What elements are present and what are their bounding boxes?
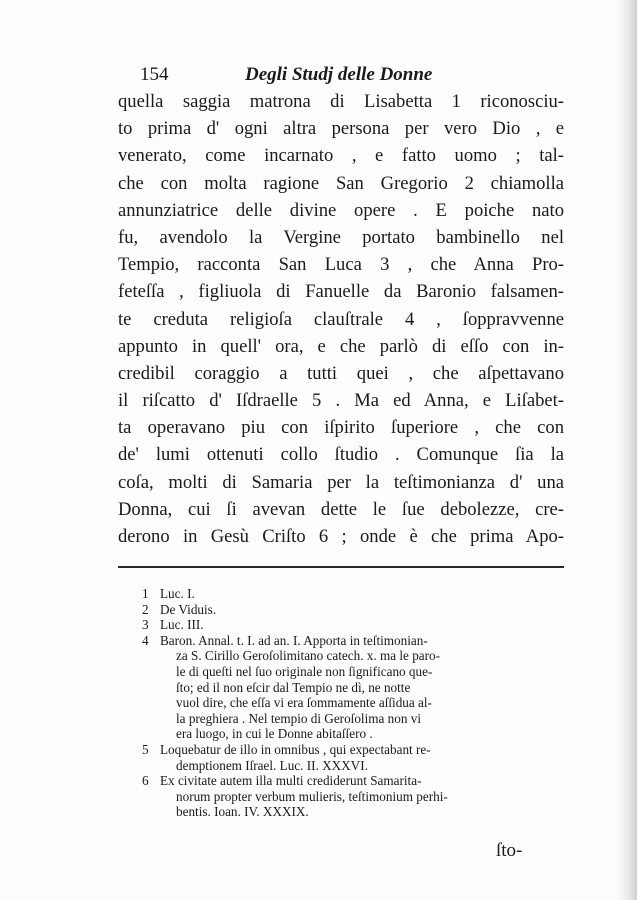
text-line: ta operavano piu con iſpirito ſuperiore , che con: [118, 417, 564, 439]
footnote-line: [142, 711, 560, 727]
footnote-line: [142, 680, 560, 696]
footnote-line: [142, 633, 560, 649]
text-line: credibil coraggio a tutti quei , che aſpettavano: [118, 362, 564, 384]
footnote-line: [142, 586, 560, 602]
footnote-text: vuol dire, che eſſa vi era ſommamente aſſidua al-: [176, 695, 432, 711]
footnote-line: [142, 758, 560, 774]
footnote-separator: [118, 566, 564, 568]
footnote-line: [142, 773, 560, 789]
running-title: Degli Studj delle Donne: [245, 64, 433, 85]
footnote-line: [142, 602, 560, 618]
text-line: annunziatrice delle divine opere . E poiche nato: [118, 199, 564, 221]
footnote-number: 6: [142, 773, 149, 789]
text-line: to prima d' ogni altra persona per vero Dio , e: [118, 118, 564, 140]
footnote-line: [142, 617, 560, 633]
footnote-number: 3: [142, 617, 149, 633]
text-line: quella saggia matrona di Lisabetta 1 riconosciu-: [118, 91, 564, 112]
footnote-text: norum propter verbum mulieris, teſtimonium perhi-: [176, 788, 448, 804]
footnote-text: Loquebatur de illo in omnibus , qui expectabant re-: [160, 741, 431, 757]
footnote-text: za S. Cirillo Geroſolimitano catech. x. ma le paro-: [176, 648, 441, 664]
footnote-text: la preghiera . Nel tempio di Geroſolima non vi: [176, 710, 421, 726]
footnote-number: 5: [142, 741, 149, 757]
footnote-line: [142, 664, 560, 680]
footnote-number: 4: [142, 632, 149, 648]
footnote-text: bentis. Ioan. IV. XXXIX.: [176, 804, 309, 820]
footnote-line: [142, 726, 560, 742]
text-line: il riſcatto d' Iſdraelle 5 . Ma ed Anna, e Liſabet-: [118, 390, 564, 412]
footnote-text: era luogo, in cui le Donne abitaſſero .: [176, 726, 373, 742]
footnote-line: [142, 742, 560, 758]
footnote-line: [142, 695, 560, 711]
page-number: 154: [140, 64, 169, 85]
catchword: ſto-: [496, 840, 523, 861]
text-line: de' lumi ottenuti collo ſtudio . Comunque ſia la: [118, 444, 564, 466]
text-line: fu, avendolo la Vergine portato bambinello nel: [118, 226, 564, 248]
footnote-number: 2: [142, 601, 149, 617]
text-line: Donna, cui ſi avevan dette le ſue debolezze, cre-: [118, 498, 564, 520]
text-line: feteſſa , figliuola di Fanuelle da Baronio falsamen-: [118, 281, 564, 303]
text-line: coſa, molti di Samaria per la teſtimonianza d' una: [118, 471, 564, 493]
page-header: [140, 62, 560, 88]
text-line: appunto in quell' ora, e che parlò di eſſo con in-: [118, 335, 564, 357]
footnote-text: ſto; ed il non eſcir dal Tempio ne dì, ne notte: [176, 679, 411, 695]
text-line: Tempio, racconta San Luca 3 , che Anna Pro-: [118, 254, 564, 276]
footnote-line: [142, 804, 560, 820]
footnote-text: le di queſti nel ſuo originale non ſignificano que-: [176, 663, 433, 679]
footnote-number: 1: [142, 586, 149, 601]
text-line: che con molta ragione San Gregorio 2 chiamolla: [118, 172, 564, 194]
main-text: [118, 88, 564, 550]
footnote-text: demptionem Iſrael. Luc. II. XXXVI.: [176, 757, 368, 773]
footnote-text: Ex civitate autem illa multi crediderunt Samarita-: [160, 773, 422, 789]
footnote-text: Baron. Annal. t. I. ad an. I. Apporta in teſtimonian-: [160, 632, 428, 648]
text-line: te creduta religioſa clauſtrale 4 , ſoppravvenne: [118, 308, 564, 330]
footnote-line: [142, 789, 560, 805]
footnote-text: Luc. I.: [160, 586, 195, 601]
text-line: venerato, come incarnato , e fatto uomo ; tal-: [118, 145, 564, 167]
footnote-text: De Viduis.: [160, 601, 217, 617]
footnote-text: Luc. III.: [160, 617, 204, 633]
text-line: derono in Gesù Criſto 6 ; onde è che prima Apo-: [118, 526, 564, 547]
footnotes: [142, 586, 560, 820]
page-edge-shadow: [615, 0, 637, 900]
footnote-line: [142, 648, 560, 664]
